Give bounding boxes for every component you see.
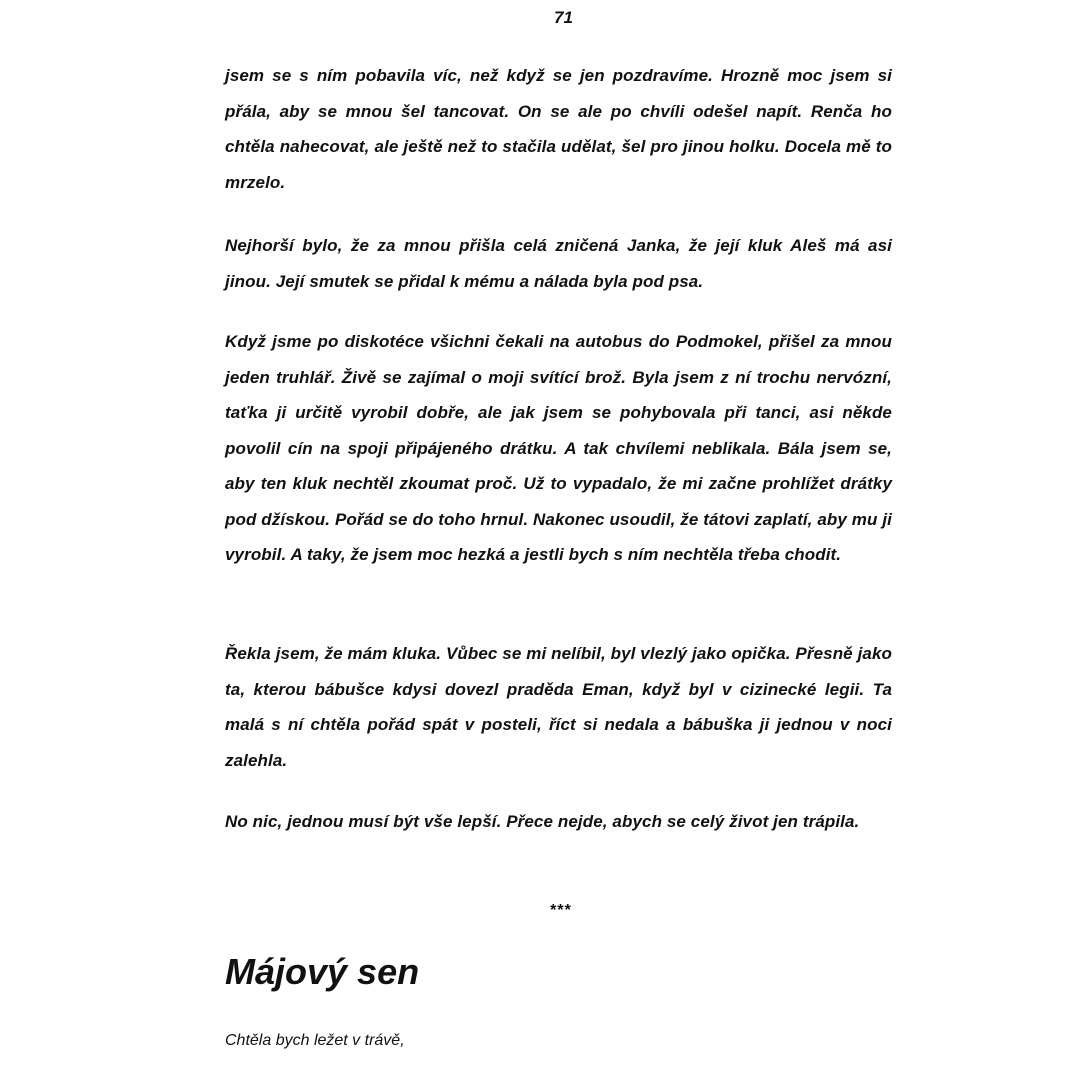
page-number: 71 [554, 8, 573, 27]
paragraph-1: jsem se s ním pobavila víc, než když se jen pozdravíme. Hrozně moc jsem si přála, aby se mnou šel tancovat. On se ale po chvíli odešel napít. Renča ho chtěla nahecovat, ale ještě než to stačila udělat, šel pro jinou holku. Docela mě to mrzelo. [225, 66, 892, 192]
paragraph-3: Když jsme po diskotéce všichni čekali na autobus do Podmokel, přišel za mnou jeden truhlář. Živě se zajímal o moji svítící brož. Byla jsem z ní trochu nervózní, taťka ji určitě vyrobil dobře, ale jak jsem se pohybovala při tanci, asi někde povolil cín na spoji připájeného drátku. A tak chvílemi neblikala. Bála jsem se, aby ten kluk nechtěl zkoumat proč. Už to vypadalo, že mi začne prohlížet drátky pod džískou. Pořád se do toho hrnul. Nakonec usoudil, že tátovi zaplatí, aby mu ji vyrobil. A taky, že jsem moc hezká a jestli bych s ním nechtěla třeba chodit. [225, 332, 892, 564]
poem-first-line: Chtěla bych ležet v trávě, [225, 1032, 405, 1049]
paragraph-5: No nic, jednou musí být vše lepší. Přece nejde, abych se celý život jen trápila. [225, 812, 860, 831]
chapter-heading: Májový sen [225, 951, 420, 992]
paragraph-4: Řekla jsem, že mám kluka. Vůbec se mi nelíbil, byl vlezlý jako opička. Přesně jako ta, kterou bábušce kdysi dovezl praděda Eman, když byl v cizinecké legii. Ta malá s ní chtěla pořád spát v posteli, říct si nedala a bábuška ji jednou v noci zalehla. [225, 644, 892, 770]
paragraph-2: Nejhorší bylo, že za mnou přišla celá zničená Janka, že její kluk Aleš má asi jinou. Její smutek se přidal k mému a nálada byla pod psa. [225, 236, 892, 291]
section-separator: *** [550, 902, 572, 919]
